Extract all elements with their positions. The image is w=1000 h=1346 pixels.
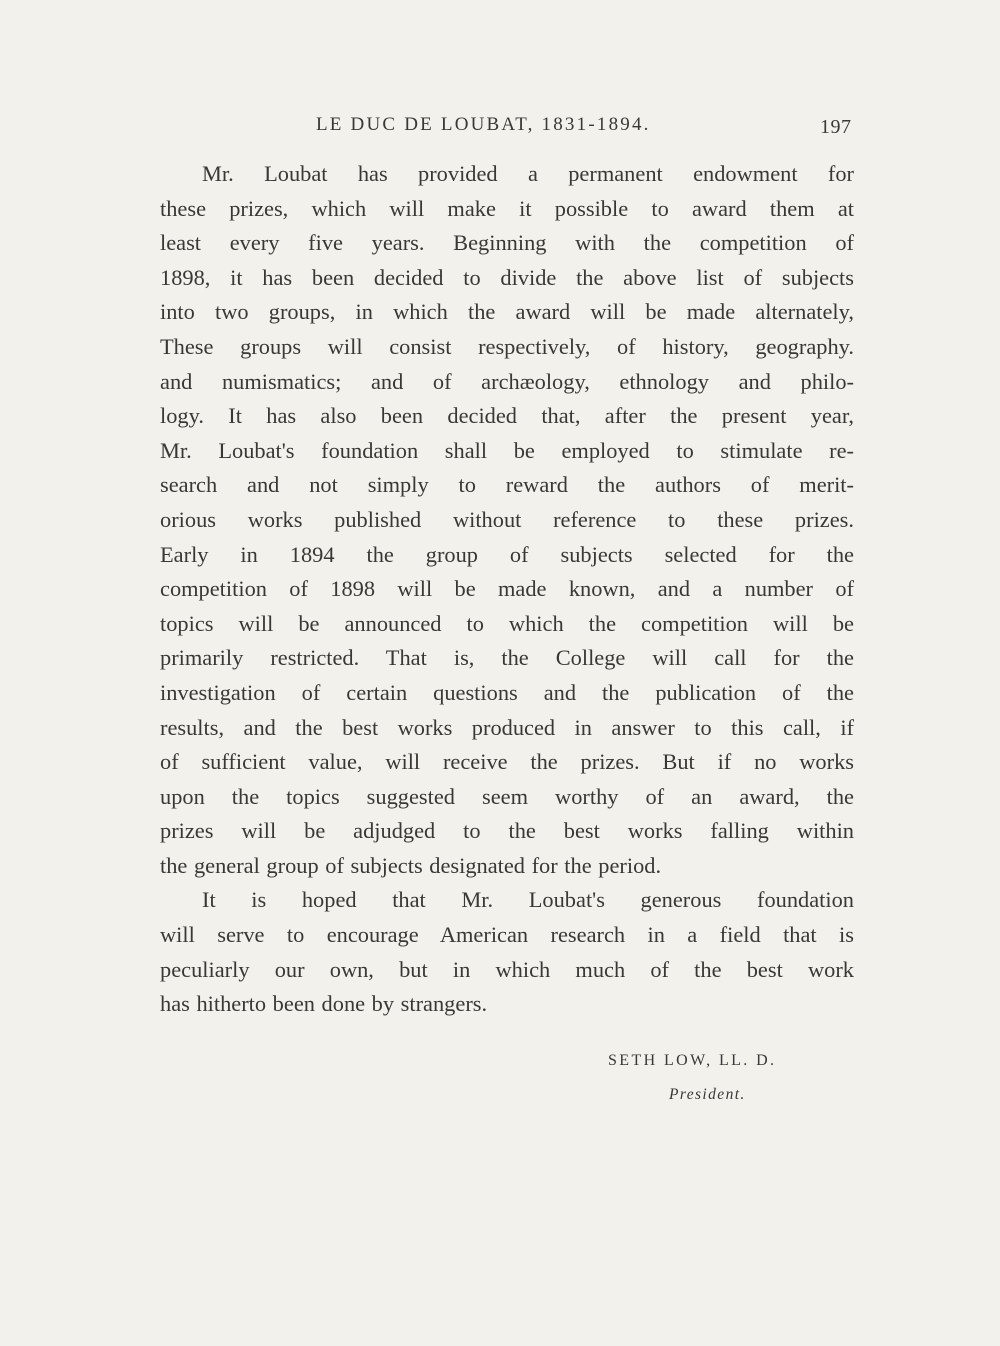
text-line: the general group of subjects designated for the period.: [160, 852, 662, 878]
text-line: These groups will consist respectively, of history, geography.: [160, 333, 854, 359]
text-line: Mr. Loubat's foundation shall be employed to stimulate re-: [160, 437, 854, 463]
text-line: least every five years. Beginning with the competition of: [160, 230, 854, 256]
signature-title: President.: [669, 1086, 746, 1103]
text-line: into two groups, in which the award will be made alternately,: [160, 299, 854, 325]
text-line: topics will be announced to which the competition will be: [160, 610, 854, 636]
text-line: will serve to encourage American research in a field that is: [160, 922, 854, 948]
text-line: and numismatics; and of archæology, ethnology and philo-: [160, 368, 854, 394]
header-title: LE DUC DE LOUBAT, 1831-1894.: [316, 114, 651, 135]
text-line: has hitherto been done by strangers.: [160, 991, 488, 1017]
text-line: investigation of certain questions and the publication of the: [160, 679, 854, 705]
text-line: prizes will be adjudged to the best works falling within: [160, 818, 854, 844]
signature-name: SETH LOW, LL. D.: [608, 1052, 777, 1069]
text-line: orious works published without reference to these prizes.: [160, 506, 854, 532]
text-line: Mr. Loubat has provided a permanent endowment for: [202, 161, 854, 186]
text-line: these prizes, which will make it possible to award them at: [160, 195, 854, 221]
body-text: [160, 157, 854, 1022]
text-line: upon the topics suggested seem worthy of an award, the: [160, 783, 854, 809]
text-line: of sufficient value, will receive the prizes. But if no works: [160, 749, 854, 775]
running-head: [0, 114, 1000, 144]
text-line: search and not simply to reward the authors of merit-: [160, 472, 854, 498]
text-line: It is hoped that Mr. Loubat's generous foundation: [202, 887, 854, 913]
text-line: results, and the best works produced in answer to this call, if: [160, 714, 854, 740]
paragraph-1: [160, 157, 854, 883]
text-line: Early in 1894 the group of subjects selected for the: [160, 541, 854, 567]
text-line: primarily restricted. That is, the College will call for the: [160, 645, 854, 671]
text-line: logy. It has also been decided that, after the present year,: [160, 403, 854, 429]
text-line: peculiarly our own, but in which much of the best work: [160, 956, 854, 982]
text-line: competition of 1898 will be made known, and a number of: [160, 576, 854, 602]
text-line: 1898, it has been decided to divide the above list of subjects: [160, 264, 854, 290]
page-number: 197: [820, 116, 852, 138]
paragraph-2: [160, 883, 854, 1021]
